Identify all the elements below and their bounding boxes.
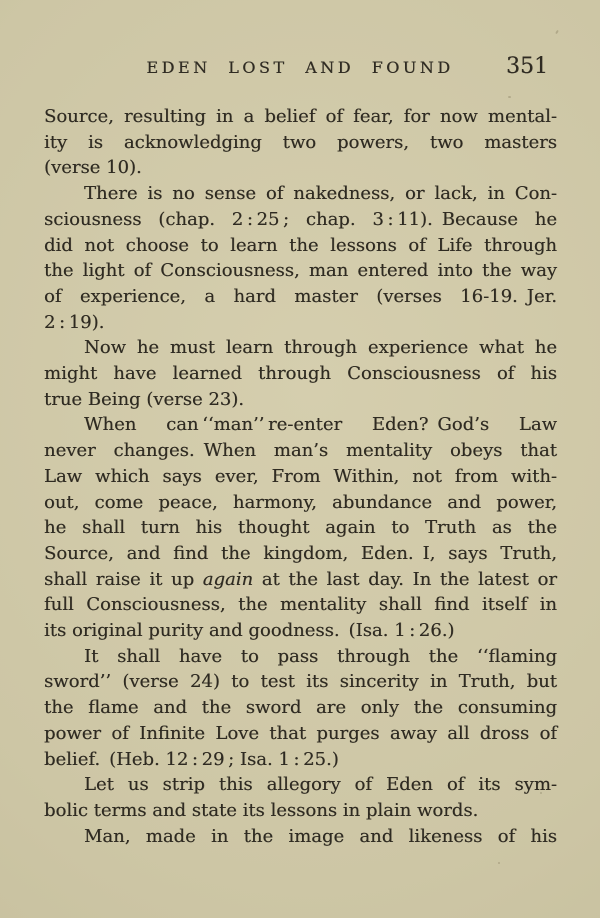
paragraph bbox=[44, 772, 557, 823]
paper-speck bbox=[555, 30, 559, 34]
text-line: its original purity and goodness. (Isa. 1 : 26.) bbox=[44, 620, 455, 642]
page-title: EDEN LOST AND FOUND bbox=[146, 58, 454, 77]
text-line: sciousness (chap. 2 : 25 ; chap. 3 : 11). Because he bbox=[44, 208, 557, 230]
text-line: true Being (verse 23). bbox=[44, 388, 244, 410]
text-line: When can ‘‘man’’ re-enter Eden? God’s Law bbox=[84, 414, 557, 436]
paper-speck bbox=[540, 792, 542, 794]
text-line: It shall have to pass through the ‘‘flaming bbox=[84, 645, 557, 667]
text-line: belief. (Heb. 12 : 29 ; Isa. 1 : 25.) bbox=[44, 748, 339, 770]
text-line: Source, and find the kingdom, Eden. I, says Truth, bbox=[44, 542, 557, 564]
text-line: Man, made in the image and likeness of his bbox=[84, 825, 557, 847]
text-line: he shall turn his thought again to Truth as the bbox=[44, 517, 557, 539]
text-line: (verse 10). bbox=[44, 157, 142, 179]
text-line: bolic terms and state its lessons in plain words. bbox=[44, 799, 479, 821]
text-line: sword’’ (verse 24) to test its sincerity in Truth, but bbox=[44, 671, 557, 693]
page-body bbox=[44, 104, 557, 849]
text-line: of experience, a hard master (verses 16-19. Jer. bbox=[44, 285, 557, 307]
text-line: the flame and the sword are only the consuming bbox=[44, 697, 557, 719]
text-line: the light of Consciousness, man entered into the way bbox=[44, 260, 557, 282]
text-line: might have learned through Consciousness of his bbox=[44, 363, 557, 385]
text-line: Now he must learn through experience what he bbox=[84, 337, 557, 359]
paragraph bbox=[44, 824, 557, 850]
page-number: 351 bbox=[506, 54, 548, 79]
paragraph bbox=[44, 181, 557, 335]
text-line: ity is acknowledging two powers, two masters bbox=[44, 131, 557, 153]
paper-speck bbox=[498, 862, 500, 864]
text-line: Law which says ever, From Within, not from with- bbox=[44, 465, 557, 487]
paragraph bbox=[44, 644, 557, 773]
text-line: out, come peace, harmony, abundance and power, bbox=[44, 491, 557, 513]
text-line: never changes. When man’s mentality obeys that bbox=[44, 440, 557, 462]
paper-speck bbox=[508, 96, 511, 98]
paragraph bbox=[44, 335, 557, 412]
paper-speck bbox=[310, 146, 312, 148]
text-line: full Consciousness, the mentality shall find itself in bbox=[44, 594, 557, 616]
text-line: 2 : 19). bbox=[44, 311, 105, 333]
text-line: Source, resulting in a belief of fear, for now mental- bbox=[44, 106, 557, 127]
text-line: shall raise it up again at the last day. In the latest or bbox=[44, 568, 557, 590]
text-line: Let us strip this allegory of Eden of its sym- bbox=[84, 774, 557, 796]
paragraph bbox=[44, 412, 557, 643]
paragraph bbox=[44, 104, 557, 181]
text-line: power of Infinite Love that purges away all dross of bbox=[44, 722, 557, 744]
text-line: did not choose to learn the lessons of Life through bbox=[44, 234, 557, 256]
text-line: There is no sense of nakedness, or lack, in Con- bbox=[84, 183, 557, 205]
running-header bbox=[0, 54, 600, 84]
